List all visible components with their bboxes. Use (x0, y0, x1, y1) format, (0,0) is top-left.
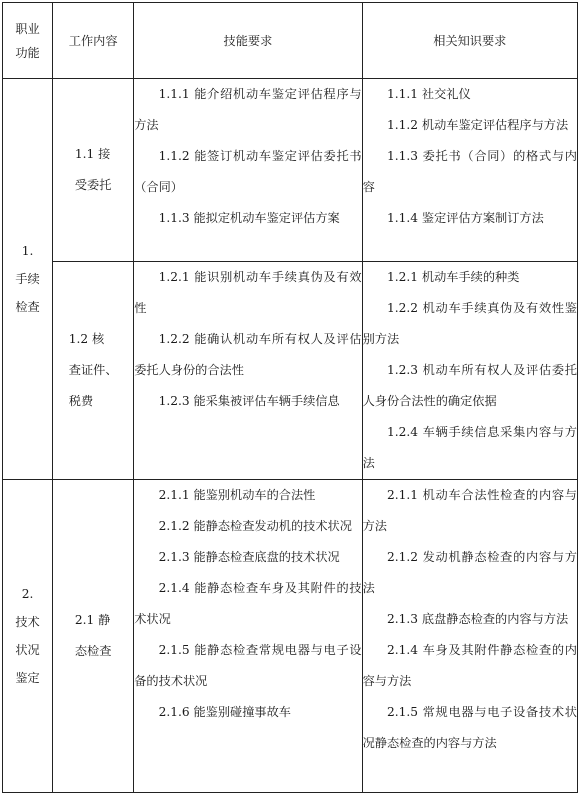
knowledge-item: 1.1.2 机动车鉴定评估程序与方法 (387, 118, 569, 132)
knowledge-item: 1.1.1 社交礼仪 (387, 87, 471, 101)
skill-cell (134, 79, 362, 262)
table-row (3, 262, 578, 480)
function-1-line1: 1. (21, 244, 34, 258)
knowledge-item: 1.2.1 机动车手续的种类 (387, 270, 520, 284)
function-cell-1 (3, 79, 53, 480)
function-2-line1: 2. (21, 587, 34, 601)
knowledge-item: 2.1.4 车身及其附件静态检查的内容与方法 (362, 643, 577, 688)
header-work: 工作内容 (53, 3, 134, 79)
work-line: 查证件、 (68, 363, 118, 377)
function-cell-2 (3, 480, 53, 793)
skill-cell (134, 480, 362, 793)
header-skill: 技能要求 (134, 3, 362, 79)
function-2-line3: 状况 (15, 643, 40, 657)
header-function-line2: 功能 (15, 45, 40, 60)
header-function-line1: 职业 (15, 21, 40, 36)
skill-item: 2.1.3 能静态检查底盘的技术状况 (158, 550, 340, 564)
function-1-line3: 检查 (15, 300, 40, 314)
knowledge-item: 2.1.5 常规电器与电子设备技术状况静态检查的内容与方法 (362, 705, 577, 750)
knowledge-cell (362, 79, 577, 262)
function-1-line2: 手续 (15, 272, 40, 286)
work-line: 态检查 (74, 644, 112, 658)
knowledge-item: 1.2.3 机动车所有权人及评估委托人身份合法性的确定依据 (362, 363, 577, 408)
work-cell (53, 262, 134, 480)
table-row (3, 480, 578, 793)
work-line: 2.1 静 (74, 613, 111, 627)
header-knowledge: 相关知识要求 (362, 3, 577, 79)
work-line: 受委托 (74, 178, 112, 192)
skill-item: 1.2.3 能采集被评估车辆手续信息 (158, 394, 340, 408)
function-2-line2: 技术 (15, 615, 40, 629)
skill-item: 1.1.1 能介绍机动车鉴定评估程序与方法 (134, 87, 362, 132)
skill-item: 1.1.2 能签订机动车鉴定评估委托书（合同） (134, 149, 362, 194)
work-line: 税费 (68, 394, 94, 408)
skill-item: 2.1.2 能静态检查发动机的技术状况 (158, 519, 352, 533)
work-line: 1.1 接 (74, 147, 111, 161)
skill-item: 1.2.2 能确认机动车所有权人及评估委托人身份的合法性 (134, 332, 362, 377)
skill-item: 2.1.1 能鉴别机动车的合法性 (158, 488, 316, 502)
skill-item: 2.1.5 能静态检查常规电器与电子设备的技术状况 (134, 643, 362, 688)
skill-item: 1.1.3 能拟定机动车鉴定评估方案 (158, 211, 340, 225)
function-2-line4: 鉴定 (15, 671, 40, 685)
skill-item: 2.1.4 能静态检查车身及其附件的技术状况 (134, 581, 362, 626)
work-line: 1.2 核 (68, 332, 105, 346)
work-cell (53, 480, 134, 793)
knowledge-item: 1.1.4 鉴定评估方案制订方法 (387, 211, 544, 225)
table-row (3, 79, 578, 262)
header-function (3, 3, 53, 79)
knowledge-item: 1.1.3 委托书（合同）的格式与内容 (362, 149, 577, 194)
knowledge-item: 2.1.3 底盘静态检查的内容与方法 (387, 612, 569, 626)
work-cell (53, 79, 134, 262)
knowledge-item: 2.1.2 发动机静态检查的内容与方法 (362, 550, 577, 595)
knowledge-item: 1.2.2 机动车手续真伪及有效性鉴别方法 (362, 301, 577, 346)
skill-standard-table (2, 2, 578, 793)
skill-item: 1.2.1 能识别机动车手续真伪及有效性 (134, 270, 362, 315)
knowledge-item: 2.1.1 机动车合法性检查的内容与方法 (362, 488, 577, 533)
knowledge-cell (362, 480, 577, 793)
knowledge-item: 1.2.4 车辆手续信息采集内容与方法 (362, 425, 577, 470)
header-row (3, 3, 578, 79)
knowledge-cell (362, 262, 577, 480)
skill-cell (134, 262, 362, 480)
skill-item: 2.1.6 能鉴别碰撞事故车 (158, 705, 291, 719)
